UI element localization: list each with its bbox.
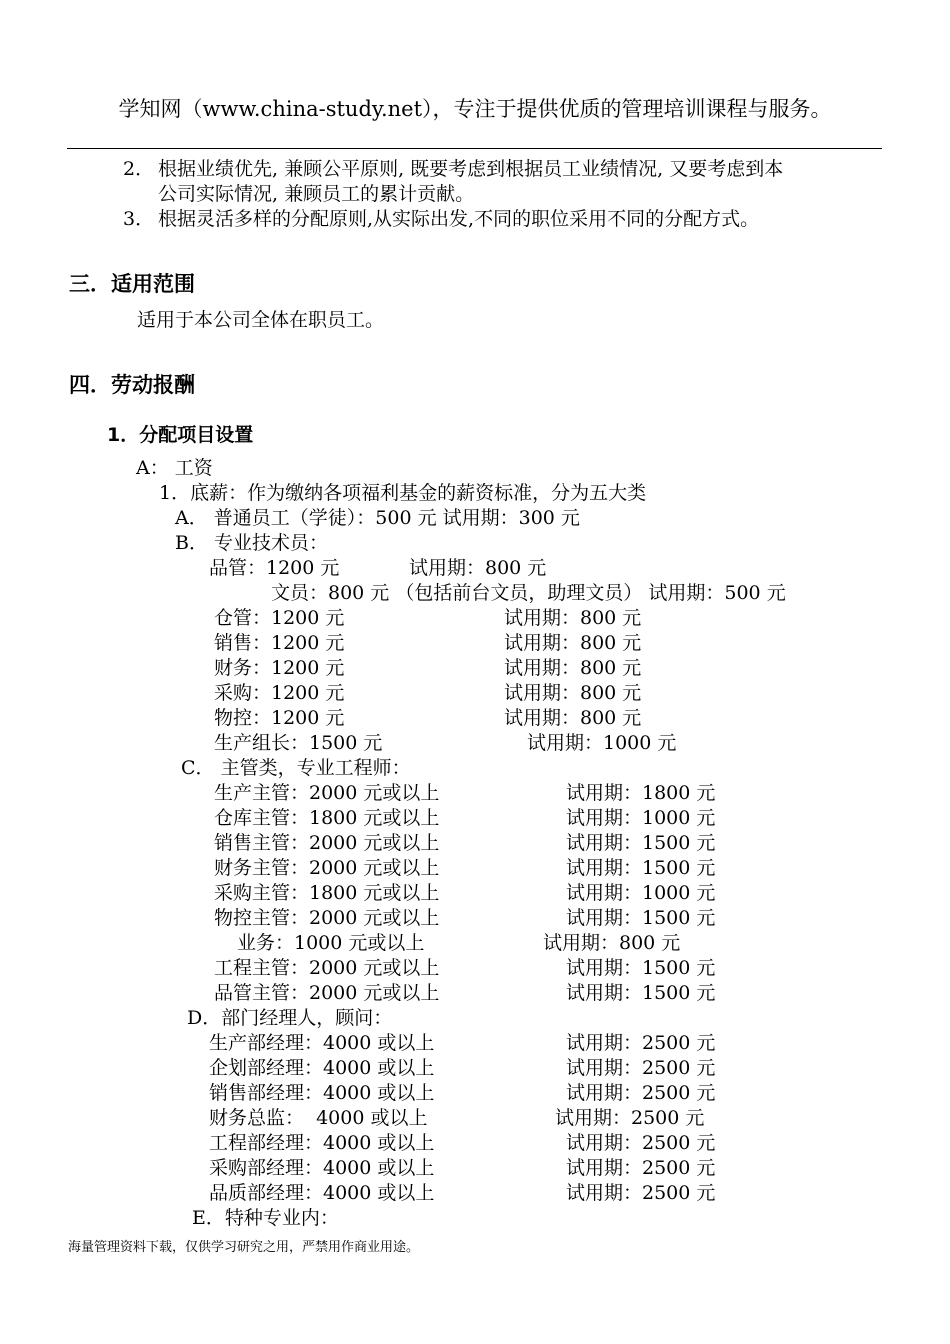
principle-3-line1: 根据灵活多样的分配原则,从实际出发,不同的职位采用不同的分配方式。 xyxy=(158,208,760,230)
salary-row-trial: 试用期：1500 元 xyxy=(566,857,716,879)
salary-row-trial: 试用期：2500 元 xyxy=(566,1132,716,1154)
salary-row-name: 生产组长：1500 元 xyxy=(214,732,383,754)
section-3-body: 适用于本公司全体在职员工。 xyxy=(137,309,385,331)
salary-row-trial: 试用期：800 元 xyxy=(409,557,547,579)
salary-row-name: 财务总监： 4000 或以上 xyxy=(209,1107,428,1129)
principle-3-number: 3． xyxy=(123,208,155,230)
salary-row-trial: 试用期：800 元 xyxy=(504,682,642,704)
salary-row-trial: 试用期：800 元 xyxy=(504,707,642,729)
salary-row-name: 销售：1200 元 xyxy=(214,632,345,654)
salary-row-name: 销售主管：2000 元或以上 xyxy=(214,832,440,854)
salary-row-name: 财务主管：2000 元或以上 xyxy=(214,857,440,879)
wage-heading: A： 工资 xyxy=(136,457,213,479)
salary-row-name: 品管：1200 元 xyxy=(209,557,340,579)
salary-row-trial: 试用期：800 元 xyxy=(543,932,681,954)
salary-row-name: 销售部经理：4000 或以上 xyxy=(209,1082,435,1104)
page-header: 学知网（www.china-study.net），专注于提供优质的管理培训课程与服务。 xyxy=(118,97,832,121)
salary-row-name: 仓库主管：1800 元或以上 xyxy=(214,807,440,829)
salary-row-trial: 试用期：1500 元 xyxy=(566,832,716,854)
salary-row-name: 企划部经理：4000 或以上 xyxy=(209,1057,435,1079)
principle-2-number: 2． xyxy=(123,158,155,180)
category-b-heading: B． 专业技术员： xyxy=(175,532,329,554)
salary-row-trial: 试用期：2500 元 xyxy=(566,1057,716,1079)
salary-row-name: 物控主管：2000 元或以上 xyxy=(214,907,440,929)
category-a-line: A． 普通员工（学徒）：500 元 试用期：300 元 xyxy=(175,507,580,529)
salary-row-trial: 试用期：2500 元 xyxy=(555,1107,705,1129)
salary-row-trial: 试用期：1000 元 xyxy=(527,732,677,754)
salary-row-name: 工程部经理：4000 或以上 xyxy=(209,1132,435,1154)
salary-row-name: 生产主管：2000 元或以上 xyxy=(214,782,440,804)
salary-row-name: 仓管：1200 元 xyxy=(214,607,345,629)
salary-row-name: 工程主管：2000 元或以上 xyxy=(214,957,440,979)
salary-row-name: 采购主管：1800 元或以上 xyxy=(214,882,440,904)
salary-row-trial: 试用期：2500 元 xyxy=(566,1032,716,1054)
salary-row-name: 文员：800 元 （包括前台文员，助理文员） 试用期：500 元 xyxy=(271,582,786,604)
salary-row-name: 采购：1200 元 xyxy=(214,682,345,704)
principle-2-line1: 根据业绩优先, 兼顾公平原则, 既要考虑到根据员工业绩情况, 又要考虑到本 xyxy=(158,158,784,180)
salary-row-trial: 试用期：2500 元 xyxy=(566,1157,716,1179)
salary-row-trial: 试用期：1500 元 xyxy=(566,982,716,1004)
salary-row-trial: 试用期：2500 元 xyxy=(566,1182,716,1204)
subsection-1-title: 1．分配项目设置 xyxy=(107,424,254,446)
salary-row-name: 财务：1200 元 xyxy=(214,657,345,679)
salary-row-trial: 试用期：1000 元 xyxy=(566,882,716,904)
salary-row-trial: 试用期：1000 元 xyxy=(566,807,716,829)
salary-row-trial: 试用期：1800 元 xyxy=(566,782,716,804)
category-c-heading: C． 主管类，专业工程师： xyxy=(181,757,411,779)
section-4-title: 四．劳动报酬 xyxy=(69,373,195,397)
salary-row-trial: 试用期：2500 元 xyxy=(566,1082,716,1104)
salary-row-trial: 试用期：800 元 xyxy=(504,632,642,654)
salary-row-trial: 试用期：800 元 xyxy=(504,607,642,629)
salary-row-name: 物控：1200 元 xyxy=(214,707,345,729)
page-footer: 海量管理资料下载，仅供学习研究之用，严禁用作商业用途。 xyxy=(68,1240,420,1255)
salary-row-trial: 试用期：800 元 xyxy=(504,657,642,679)
section-3-title: 三．适用范围 xyxy=(69,272,195,296)
salary-row-name: 采购部经理：4000 或以上 xyxy=(209,1157,435,1179)
salary-row-trial: 试用期：1500 元 xyxy=(566,957,716,979)
salary-row-name: 生产部经理：4000 或以上 xyxy=(209,1032,435,1054)
salary-row-trial: 试用期：1500 元 xyxy=(566,907,716,929)
header-divider xyxy=(67,148,882,149)
principle-2-line2: 公司实际情况, 兼顾员工的累计贡献。 xyxy=(158,183,475,205)
category-e-heading: E．特种专业内： xyxy=(192,1207,339,1229)
base-salary-line: 1．底薪：作为缴纳各项福利基金的薪资标准，分为五大类 xyxy=(159,482,647,504)
category-d-heading: D．部门经理人，顾问： xyxy=(187,1007,393,1029)
salary-row-name: 品质部经理：4000 或以上 xyxy=(209,1182,435,1204)
salary-row-name: 业务：1000 元或以上 xyxy=(237,932,425,954)
salary-row-name: 品管主管：2000 元或以上 xyxy=(214,982,440,1004)
